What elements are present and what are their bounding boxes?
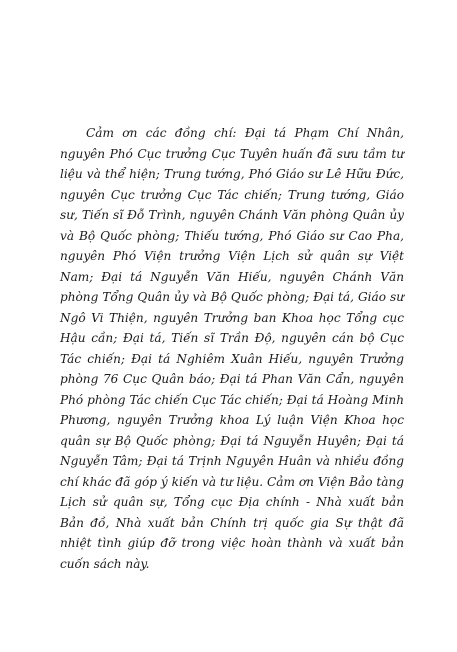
acknowledgement-paragraph: Cảm ơn các đồng chí: Đại tá Phạm Chí Nhân, nguyên Phó Cục trưởng Cục Tuyên huấn đã sưu tầm tư liệu và thể hiện; Trung tướng, Phó Giáo sư Lê Hữu Đức, nguyên Cục trưởng Cục Tác chiến; Trung tướng, Giáo sư, Tiến sĩ Đỗ Trình, nguyên Chánh Văn phòng Quân ủy và Bộ Quốc phòng; Thiếu tướng, Phó Giáo sư Cao Pha, nguyên Phó Viện trưởng Viện Lịch sử quân sự Việt Nam; Đại tá Nguyễn Văn Hiếu, nguyên Chánh Văn phòng Tổng Quân ủy và Bộ Quốc phòng; Đại tá, Giáo sư Ngô Vi Thiện, nguyên Trưởng ban Khoa học Tổng cục Hậu cần; Đại tá, Tiến sĩ Trần Độ, nguyên cán bộ Cục Tác chiến; Đại tá Nghiêm Xuân Hiếu, nguyên Trưởng phòng 76 Cục Quân báo; Đại tá Phan Văn Cẩn, nguyên Phó phòng Tác chiến Cục Tác chiến; Đại tá Hoàng Minh Phương, nguyên Trưởng khoa Lý luận Viện Khoa học quân sự Bộ Quốc phòng; Đại tá Nguyễn Huyên; Đại tá Nguyễn Tâm; Đại tá Trịnh Nguyên Huân và nhiều đồng chí khác đã góp ý kiến và tư liệu. Cảm ơn Viện Bảo tàng Lịch sử quân sự, Tổng cục Địa chính - Nhà xuất bản Bản đồ, Nhà xuất bản Chính trị quốc gia Sự thật đã nhiệt tình giúp đỡ trong việc hoàn thành và xuất bản cuốn sách này.: [60, 126, 404, 571]
acknowledgement-section: [60, 123, 404, 574]
